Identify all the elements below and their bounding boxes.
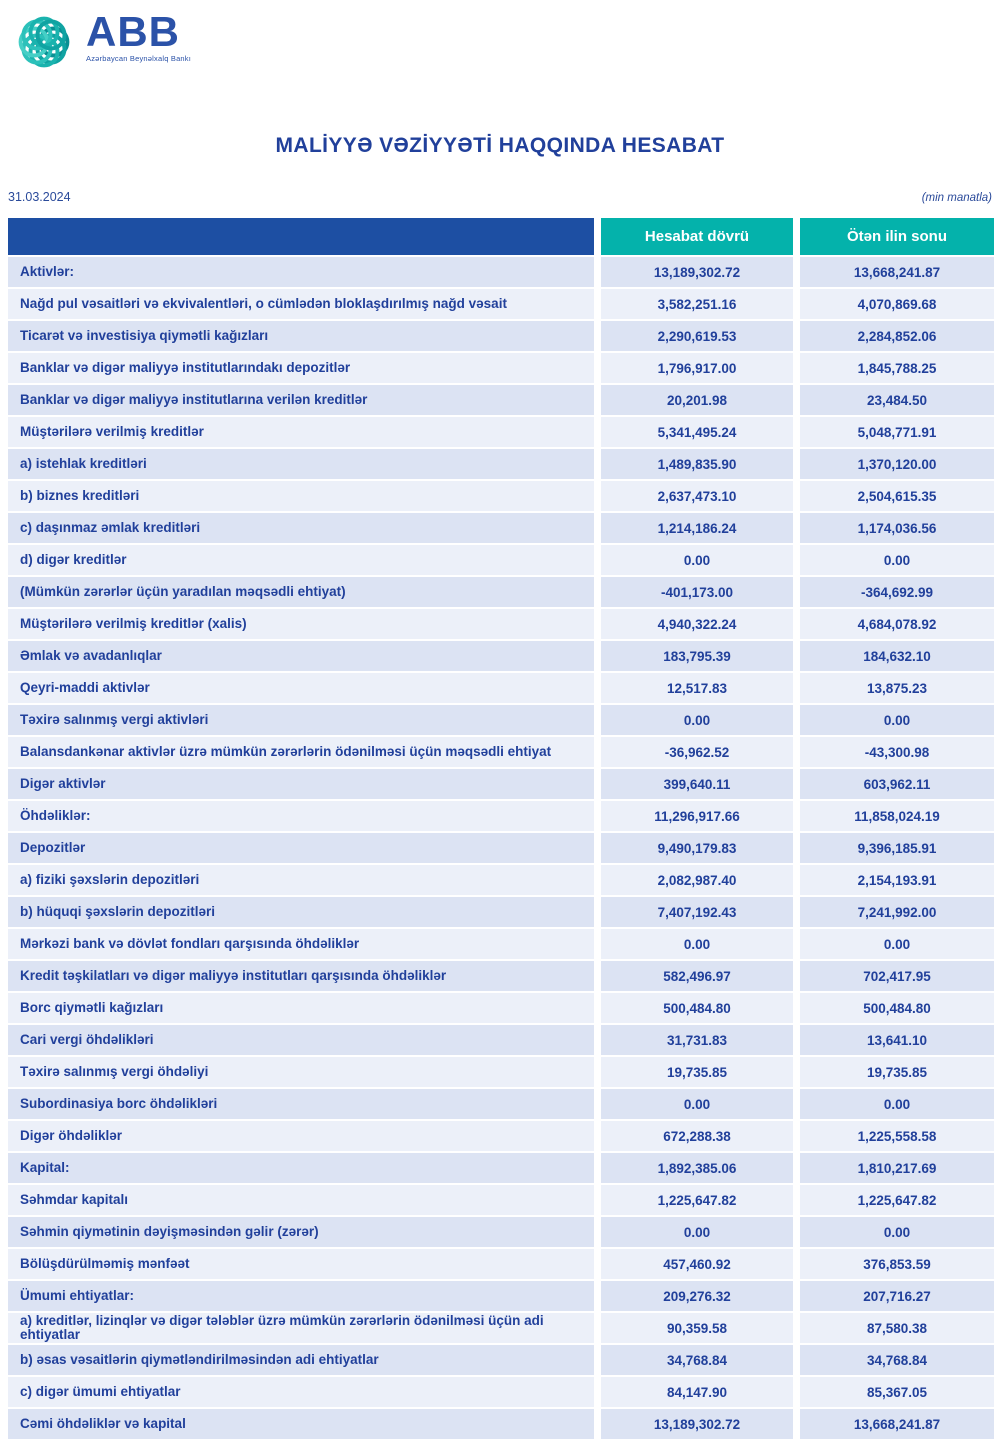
row-label: Digər öhdəliklər (8, 1121, 594, 1151)
row-label: Subordinasiya borc öhdəlikləri (8, 1089, 594, 1119)
table-row (8, 1345, 994, 1375)
row-value-previous: 13,668,241.87 (800, 257, 994, 287)
row-value-current: 13,189,302.72 (601, 257, 793, 287)
row-label: Əmlak və avadanlıqlar (8, 641, 594, 671)
row-value-previous: -43,300.98 (800, 737, 994, 767)
table-row (8, 385, 994, 415)
row-label: a) istehlak kreditləri (8, 449, 594, 479)
table-row (8, 1025, 994, 1055)
row-label: Digər aktivlər (8, 769, 594, 799)
row-value-previous: 376,853.59 (800, 1249, 994, 1279)
table-row (8, 353, 994, 383)
report-date: 31.03.2024 (8, 190, 71, 204)
row-value-current: 7,407,192.43 (601, 897, 793, 927)
table-row (8, 929, 994, 959)
row-value-previous: -364,692.99 (800, 577, 994, 607)
row-value-current: 31,731.83 (601, 1025, 793, 1055)
row-value-previous: 13,668,241.87 (800, 1409, 994, 1439)
table-row (8, 1409, 994, 1439)
row-label: Banklar və digər maliyyə institutlarındakı depozitlər (8, 353, 594, 383)
table-row (8, 1121, 994, 1151)
row-value-current: 2,290,619.53 (601, 321, 793, 351)
row-value-current: 1,489,835.90 (601, 449, 793, 479)
row-value-previous: 603,962.11 (800, 769, 994, 799)
row-value-current: 582,496.97 (601, 961, 793, 991)
row-value-previous: 1,370,120.00 (800, 449, 994, 479)
row-label: a) fiziki şəxslərin depozitləri (8, 865, 594, 895)
row-label: Cari vergi öhdəlikləri (8, 1025, 594, 1055)
table-row (8, 897, 994, 927)
row-value-previous: 34,768.84 (800, 1345, 994, 1375)
row-value-previous: 1,225,647.82 (800, 1185, 994, 1215)
table-header-row (8, 218, 994, 255)
row-label: c) digər ümumi ehtiyatlar (8, 1377, 594, 1407)
table-row (8, 865, 994, 895)
row-value-current: -401,173.00 (601, 577, 793, 607)
row-value-current: 457,460.92 (601, 1249, 793, 1279)
row-label: Ümumi ehtiyatlar: (8, 1281, 594, 1311)
row-value-previous: 19,735.85 (800, 1057, 994, 1087)
row-value-current: 1,225,647.82 (601, 1185, 793, 1215)
row-value-current: 34,768.84 (601, 1345, 793, 1375)
row-value-previous: 207,716.27 (800, 1281, 994, 1311)
row-value-previous: 2,504,615.35 (800, 481, 994, 511)
table-row (8, 545, 994, 575)
row-label: Müştərilərə verilmiş kreditlər (xalis) (8, 609, 594, 639)
table-row (8, 609, 994, 639)
row-value-previous: 1,174,036.56 (800, 513, 994, 543)
row-value-previous: 1,845,788.25 (800, 353, 994, 383)
logo-text-block (86, 6, 191, 63)
table-row (8, 481, 994, 511)
table-row (8, 1057, 994, 1087)
row-label: b) əsas vəsaitlərin qiymətləndirilməsindən adi ehtiyatlar (8, 1345, 594, 1375)
row-value-current: 0.00 (601, 545, 793, 575)
row-value-current: 500,484.80 (601, 993, 793, 1023)
table-body (8, 257, 994, 1439)
row-label: Qeyri-maddi aktivlər (8, 673, 594, 703)
table-row (8, 417, 994, 447)
row-label: b) biznes kreditləri (8, 481, 594, 511)
row-value-current: 90,359.58 (601, 1313, 793, 1343)
row-label: b) hüquqi şəxslərin depozitləri (8, 897, 594, 927)
row-value-current: 3,582,251.16 (601, 289, 793, 319)
row-value-current: 0.00 (601, 929, 793, 959)
table-row (8, 1185, 994, 1215)
row-value-previous: 0.00 (800, 1089, 994, 1119)
row-value-previous: 0.00 (800, 929, 994, 959)
row-label: Müştərilərə verilmiş kreditlər (8, 417, 594, 447)
row-value-current: 2,637,473.10 (601, 481, 793, 511)
row-label: Təxirə salınmış vergi aktivləri (8, 705, 594, 735)
row-label: Öhdəliklər: (8, 801, 594, 831)
table-row (8, 513, 994, 543)
row-value-previous: 87,580.38 (800, 1313, 994, 1343)
table-row (8, 833, 994, 863)
row-value-previous: 1,225,558.58 (800, 1121, 994, 1151)
row-value-previous: 2,284,852.06 (800, 321, 994, 351)
row-label: Cəmi öhdəliklər və kapital (8, 1409, 594, 1439)
column-header-previous: Ötən ilin sonu (800, 218, 994, 255)
row-label: d) digər kreditlər (8, 545, 594, 575)
table-row (8, 1217, 994, 1247)
row-value-previous: 184,632.10 (800, 641, 994, 671)
row-label: Nağd pul vəsaitləri və ekvivalentləri, o cümlədən bloklaşdırılmış nağd vəsait (8, 289, 594, 319)
row-label: Kredit təşkilatları və digər maliyyə institutları qarşısında öhdəliklər (8, 961, 594, 991)
table-row (8, 1089, 994, 1119)
row-value-current: 1,892,385.06 (601, 1153, 793, 1183)
row-label: Təxirə salınmış vergi öhdəliyi (8, 1057, 594, 1087)
table-row (8, 1377, 994, 1407)
row-value-current: 0.00 (601, 1217, 793, 1247)
row-value-current: 0.00 (601, 705, 793, 735)
row-value-previous: 85,367.05 (800, 1377, 994, 1407)
meta-row (8, 186, 992, 204)
row-label: Ticarət və investisiya qiymətli kağızları (8, 321, 594, 351)
row-label: (Mümkün zərərlər üçün yaradılan məqsədli ehtiyat) (8, 577, 594, 607)
row-value-current: 19,735.85 (601, 1057, 793, 1087)
table-row (8, 1249, 994, 1279)
row-value-previous: 13,875.23 (800, 673, 994, 703)
row-value-previous: 702,417.95 (800, 961, 994, 991)
row-value-previous: 23,484.50 (800, 385, 994, 415)
row-label: c) daşınmaz əmlak kreditləri (8, 513, 594, 543)
table-row (8, 321, 994, 351)
row-label: Bölüşdürülməmiş mənfəət (8, 1249, 594, 1279)
row-value-current: 11,296,917.66 (601, 801, 793, 831)
row-label: a) kreditlər, lizinqlər və digər tələblər üzrə mümkün zərərlərin ödənilməsi üçün adi ehtiyatlar (8, 1313, 594, 1343)
row-value-previous: 0.00 (800, 1217, 994, 1247)
row-value-current: 1,214,186.24 (601, 513, 793, 543)
row-value-current: 4,940,322.24 (601, 609, 793, 639)
row-value-previous: 0.00 (800, 705, 994, 735)
row-value-current: 13,189,302.72 (601, 1409, 793, 1439)
row-value-previous: 9,396,185.91 (800, 833, 994, 863)
row-label: Depozitlər (8, 833, 594, 863)
row-value-previous: 7,241,992.00 (800, 897, 994, 927)
table-row (8, 673, 994, 703)
row-value-current: 20,201.98 (601, 385, 793, 415)
row-value-current: 12,517.83 (601, 673, 793, 703)
row-value-current: 399,640.11 (601, 769, 793, 799)
page-title: MALİYYƏ VƏZİYYƏTİ HAQQINDA HESABAT (275, 134, 725, 157)
table-row (8, 577, 994, 607)
row-label: Balansdankənar aktivlər üzrə mümkün zərərlərin ödənilməsi üçün məqsədli ehtiyat (8, 737, 594, 767)
row-value-previous: 4,684,078.92 (800, 609, 994, 639)
row-label: Mərkəzi bank və dövlət fondları qarşısında öhdəliklər (8, 929, 594, 959)
table-row (8, 641, 994, 671)
table-row (8, 289, 994, 319)
table-row (8, 961, 994, 991)
row-value-current: 84,147.90 (601, 1377, 793, 1407)
table-row (8, 993, 994, 1023)
row-label: Aktivlər: (8, 257, 594, 287)
unit-note: (min manatla) (921, 192, 992, 204)
financial-position-table (8, 218, 994, 1439)
row-value-previous: 2,154,193.91 (800, 865, 994, 895)
row-value-previous: 0.00 (800, 545, 994, 575)
row-label: Borc qiymətli kağızları (8, 993, 594, 1023)
logo-subtitle: Azərbaycan Beynəlxalq Bankı (86, 54, 192, 63)
table-row (8, 257, 994, 287)
row-value-current: 2,082,987.40 (601, 865, 793, 895)
logo-wordmark: ABB (86, 8, 180, 55)
row-value-current: 0.00 (601, 1089, 793, 1119)
table-row (8, 1313, 994, 1343)
row-label: Kapital: (8, 1153, 594, 1183)
table-row (8, 705, 994, 735)
row-value-previous: 1,810,217.69 (800, 1153, 994, 1183)
row-value-current: 1,796,917.00 (601, 353, 793, 383)
table-row (8, 1153, 994, 1183)
row-value-current: 672,288.38 (601, 1121, 793, 1151)
row-label: Səhmdar kapitalı (8, 1185, 594, 1215)
row-value-current: 209,276.32 (601, 1281, 793, 1311)
row-value-current: 5,341,495.24 (601, 417, 793, 447)
row-label: Banklar və digər maliyyə institutlarına verilən kreditlər (8, 385, 594, 415)
row-label: Səhmin qiymətinin dəyişməsindən gəlir (zərər) (8, 1217, 594, 1247)
row-value-current: -36,962.52 (601, 737, 793, 767)
row-value-previous: 11,858,024.19 (800, 801, 994, 831)
abb-knot-icon (8, 6, 80, 78)
table-row (8, 449, 994, 479)
table-header-corner (8, 218, 594, 255)
table-row (8, 769, 994, 799)
row-value-previous: 13,641.10 (800, 1025, 994, 1055)
row-value-previous: 5,048,771.91 (800, 417, 994, 447)
table-row (8, 1281, 994, 1311)
table-row (8, 801, 994, 831)
row-value-previous: 500,484.80 (800, 993, 994, 1023)
bank-logo (0, 0, 1000, 78)
row-value-current: 183,795.39 (601, 641, 793, 671)
row-value-current: 9,490,179.83 (601, 833, 793, 863)
table-row (8, 737, 994, 767)
row-value-previous: 4,070,869.68 (800, 289, 994, 319)
column-header-current: Hesabat dövrü (601, 218, 793, 255)
